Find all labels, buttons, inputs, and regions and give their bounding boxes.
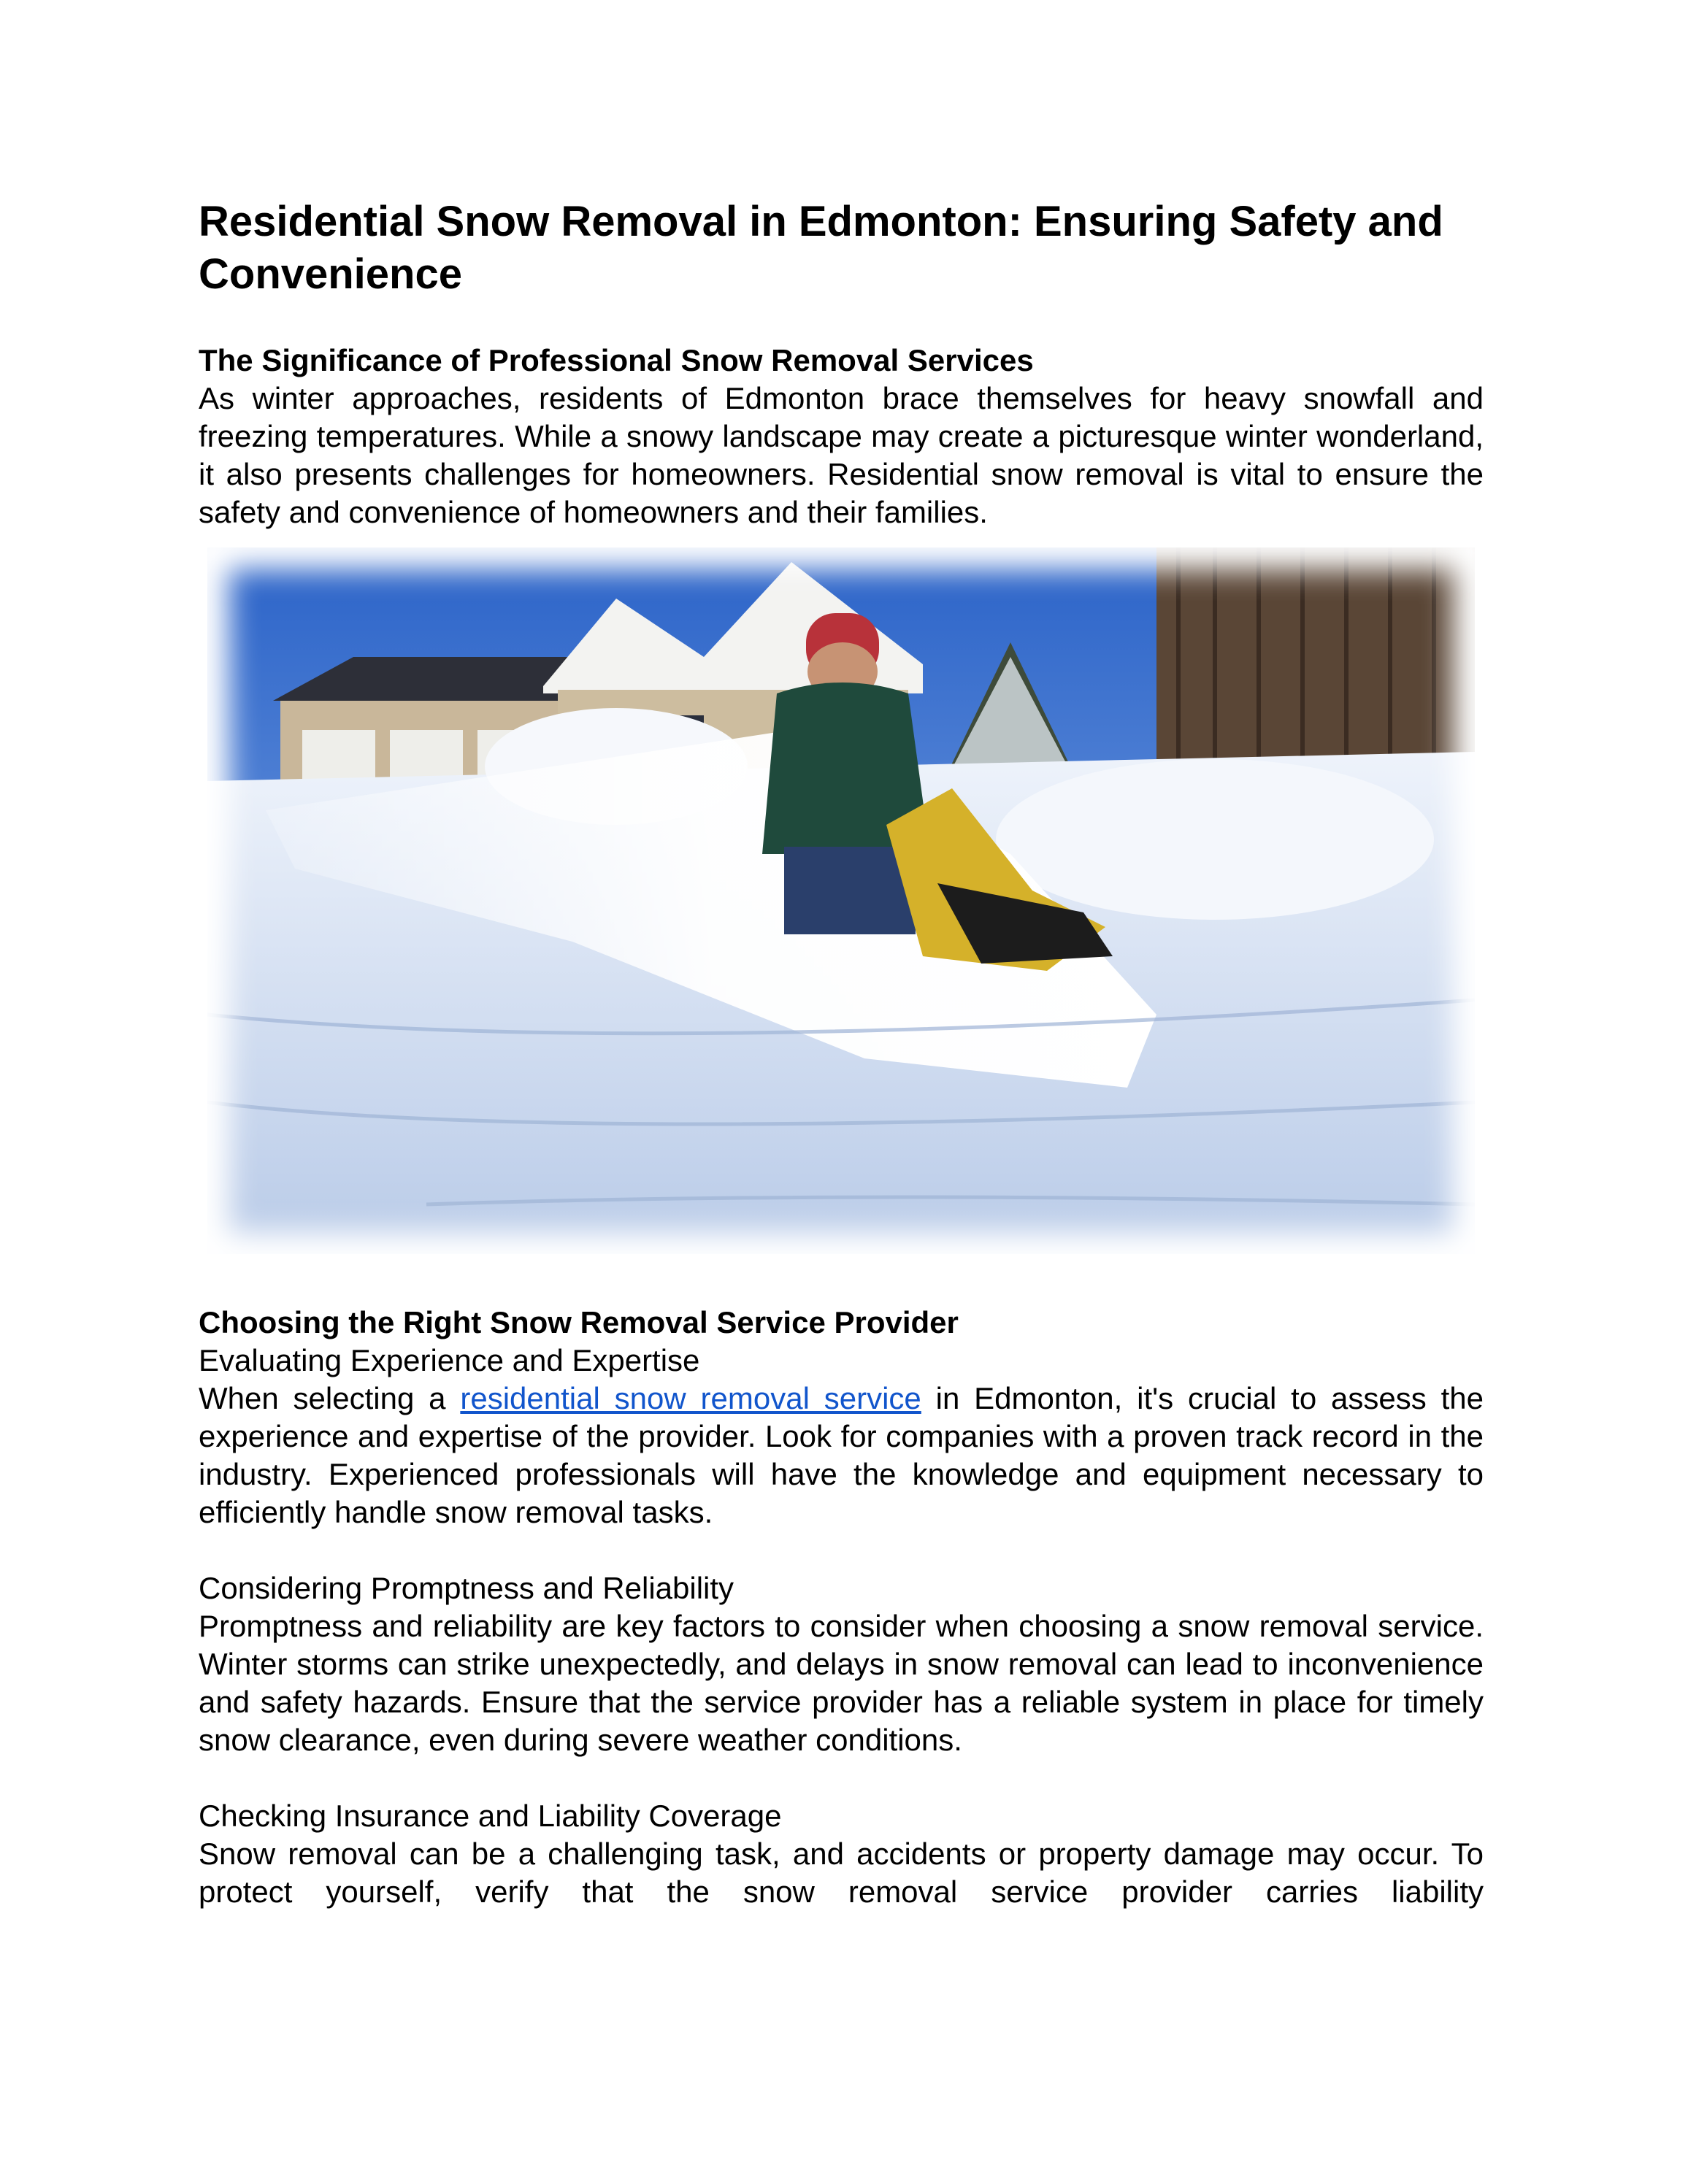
residential-snow-removal-link[interactable]: residential snow removal service [460,1381,921,1415]
subheading-insurance: Checking Insurance and Liability Coverage [199,1799,782,1833]
snow-removal-photo [207,547,1475,1254]
paragraph-experience-end: in Edmonton, it's crucial to assess the experience and expertise of the provider. Look for companies with a proven track record in the industry. Experienced professionals will have the knowledge and equipment necessary to efficiently handle snow removal tasks. [199,1381,1484,1529]
paragraph-experience-start: When selecting a [199,1381,461,1415]
spacer [199,1531,1484,1569]
document-page [199,196,1484,1911]
paragraph-promptness: Promptness and reliability are key factors to consider when choosing a snow removal service. Winter storms can strike unexpectedly, and delays in snow removal can lead to inconvenience and safety hazards. Ensure that the service provider has a reliable system in place for timely snow clearance, even during severe weather conditions. [199,1609,1484,1757]
section-choosing [199,1304,1484,1911]
subheading-experience: Evaluating Experience and Expertise [199,1343,700,1377]
subheading-promptness: Considering Promptness and Reliability [199,1571,734,1605]
paragraph-significance: As winter approaches, residents of Edmonton brace themselves for heavy snowfall and freezing temperatures. While a snowy landscape may create a picturesque winter wonderland, it also presents challenges for homeowners. Residential snow removal is vital to ensure the safety and convenience of homeowners and their families. [199,381,1484,529]
snow-blower-photo-icon [207,547,1475,1254]
section-significance [199,342,1484,531]
spacer [199,1759,1484,1797]
page-title: Residential Snow Removal in Edmonton: Ensuring Safety and Convenience [199,198,1443,298]
section-heading-significance: The Significance of Professional Snow Removal Services [199,343,1034,377]
paragraph-experience [199,1380,1484,1531]
paragraph-insurance: Snow removal can be a challenging task, and accidents or property damage may occur. To protect yourself, verify that the snow removal service provider carries liability [199,1837,1484,1909]
section-heading-choosing: Choosing the Right Snow Removal Service Provider [199,1305,959,1339]
